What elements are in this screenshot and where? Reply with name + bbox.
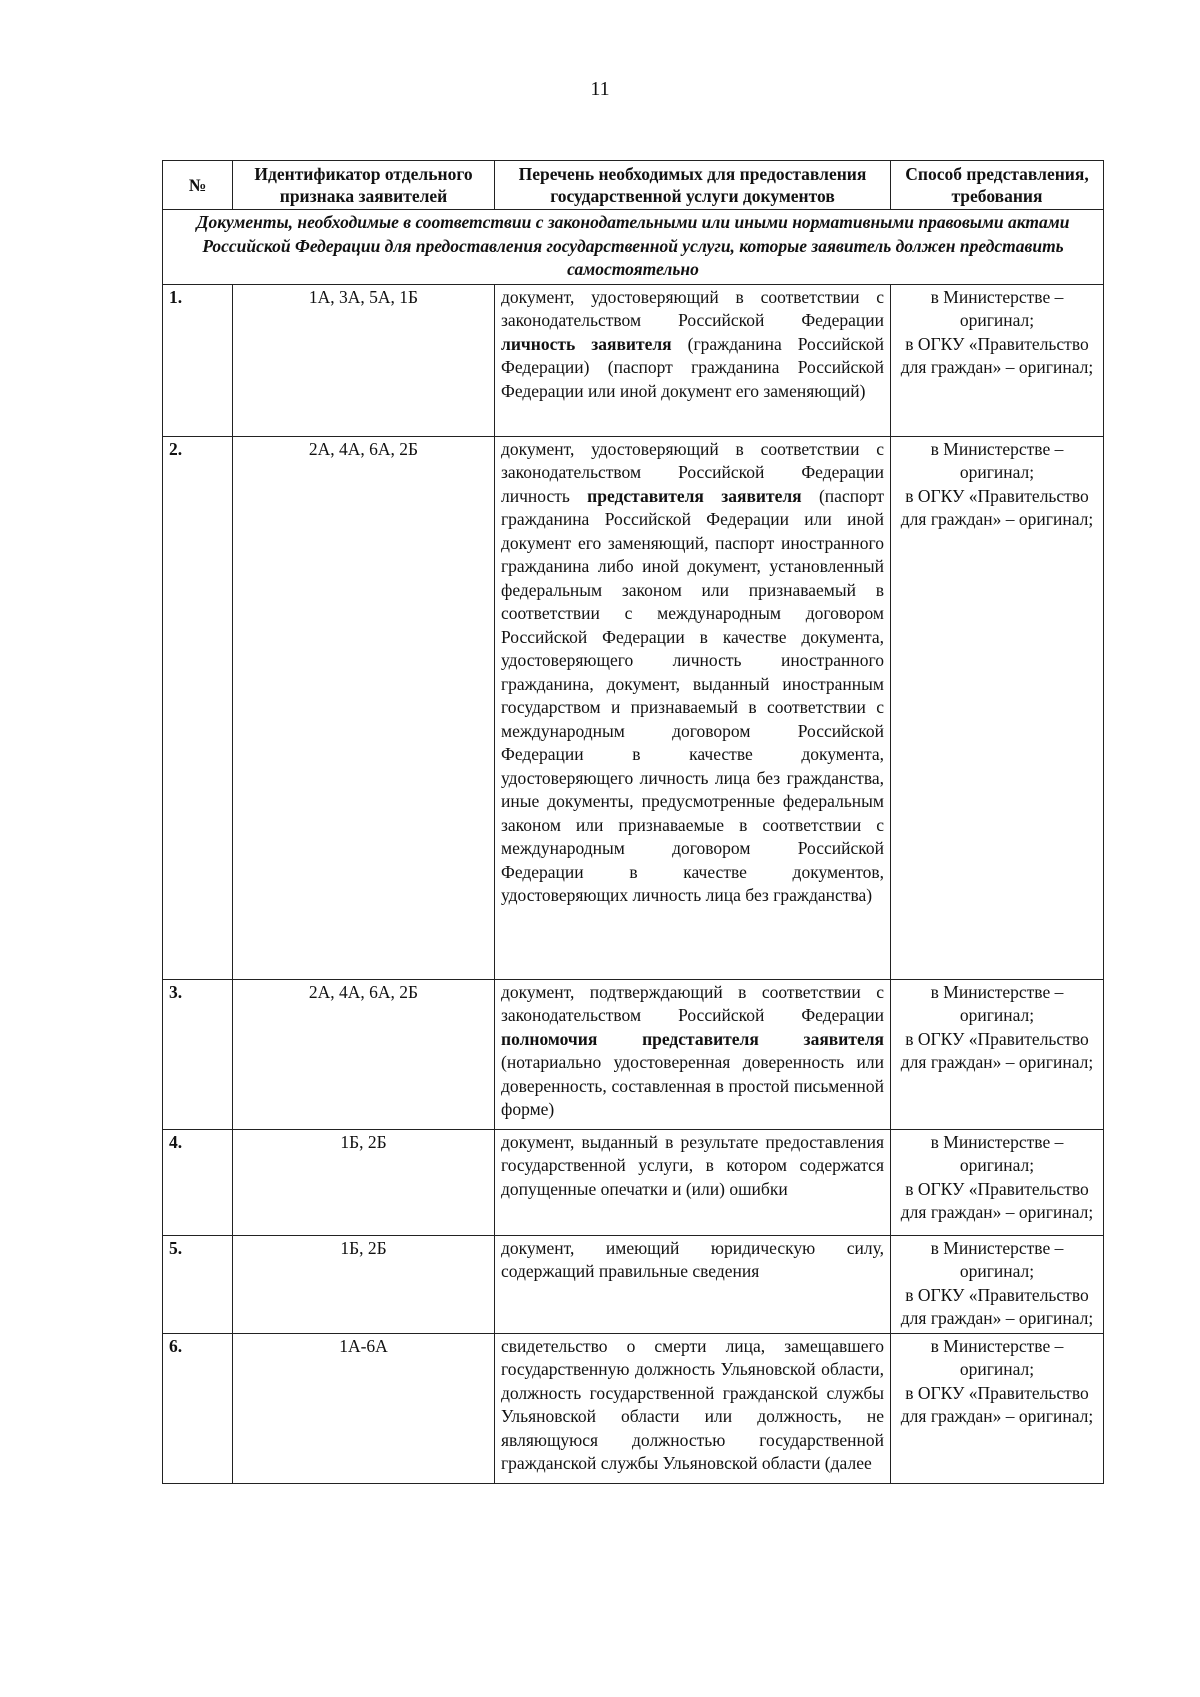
- row-method: [891, 1235, 1104, 1333]
- row-method: [891, 284, 1104, 436]
- document-text: документ, удостоверяющий в соответствии с законодательством Российской Федерации личность: [501, 438, 884, 506]
- row-document: [495, 979, 891, 1129]
- row-document: [495, 284, 891, 436]
- row-number: 4.: [163, 1129, 233, 1235]
- document-text-bold: полномочия представителя заявителя: [501, 1028, 884, 1049]
- method-ministry: в Министерстве – оригинал;: [930, 1131, 1064, 1175]
- row-identifiers: 1Б, 2Б: [233, 1129, 495, 1235]
- header-identifier: Идентификатор отдельного признака заявителей: [233, 161, 495, 210]
- row-number: 6.: [163, 1333, 233, 1483]
- method-ogku: в ОГКУ «Правительство для граждан» – оригинал;: [900, 333, 1094, 377]
- row-document: [495, 1235, 891, 1333]
- method-ogku: в ОГКУ «Правительство для граждан» – оригинал;: [900, 1382, 1094, 1426]
- method-ministry: в Министерстве – оригинал;: [930, 1237, 1064, 1281]
- row-document: [495, 1129, 891, 1235]
- row-number: 2.: [163, 436, 233, 979]
- method-ministry: в Министерстве – оригинал;: [930, 981, 1064, 1025]
- header-num: №: [163, 161, 233, 210]
- document-text: свидетельство о смерти лица, замещавшего государственную должность Ульяновской области, должность государственной гражданской службы Ульяновской области или должность, не являющуюся должностью государственной гражданской службы Ульяновской области (далее: [501, 1335, 884, 1473]
- row-number: 3.: [163, 979, 233, 1129]
- table-row: [163, 979, 1104, 1129]
- header-documents: Перечень необходимых для предоставления государственной услуги документов: [495, 161, 891, 210]
- row-identifiers: 2А, 4А, 6А, 2Б: [233, 979, 495, 1129]
- documents-table: [162, 160, 1104, 1484]
- row-method: [891, 1129, 1104, 1235]
- method-ministry: в Министерстве – оригинал;: [930, 286, 1064, 330]
- method-ogku: в ОГКУ «Правительство для граждан» – оригинал;: [900, 1178, 1094, 1222]
- row-method: [891, 1333, 1104, 1483]
- table-row: [163, 436, 1104, 979]
- table-row: [163, 1235, 1104, 1333]
- table-row: [163, 1333, 1104, 1483]
- row-identifiers: 1А, 3А, 5А, 1Б: [233, 284, 495, 436]
- header-method: Способ представления, требования: [891, 161, 1104, 210]
- document-text-bold: личность заявителя: [501, 333, 672, 354]
- document-text-bold: представителя заявителя: [587, 485, 802, 506]
- document-text: документ, выданный в результате предоставления государственной услуги, в котором содержатся допущенные опечатки и (или) ошибки: [501, 1131, 884, 1199]
- row-method: [891, 436, 1104, 979]
- row-identifiers: 2А, 4А, 6А, 2Б: [233, 436, 495, 979]
- method-ministry: в Министерстве – оригинал;: [930, 438, 1064, 482]
- row-document: [495, 436, 891, 979]
- section-title: Документы, необходимые в соответствии с законодательными или иными нормативными правовыми актами Российской Федерации для предоставления государственной услуги, которые заявитель должен представить самостоятельно: [163, 210, 1104, 285]
- document-text: документ, имеющий юридическую силу, содержащий правильные сведения: [501, 1237, 884, 1281]
- table-row: [163, 1129, 1104, 1235]
- method-ministry: в Министерстве – оригинал;: [930, 1335, 1064, 1379]
- row-number: 5.: [163, 1235, 233, 1333]
- method-ogku: в ОГКУ «Правительство для граждан» – оригинал;: [900, 1028, 1094, 1072]
- page-number: 11: [590, 78, 610, 100]
- document-text-tail: (паспорт гражданина Российской Федерации или иной документ его заменяющий, паспорт иностранного гражданина либо иной документ, установленный федеральным законом или признаваемый в соответствии с международным договором Российской Федерации в качестве документа, удостоверяющего личность иностранного гражданина, документ, выданный иностранным государством и признаваемый в соответствии с международным договором Российской Федерации в качестве документа, удостоверяющего личность лица без гражданства, иные документы, предусмотренные федеральным законом или признаваемые в соответствии с международным договором Российской Федерации в качестве документов, удостоверяющих личность лица без гражданства): [501, 485, 884, 905]
- section-row: [163, 210, 1104, 285]
- row-document: [495, 1333, 891, 1483]
- table-header-row: [163, 161, 1104, 210]
- document-text-tail: (нотариально удостоверенная доверенность или доверенность, составленная в простой письменной форме): [501, 1052, 884, 1119]
- table-row: [163, 284, 1104, 436]
- row-number: 1.: [163, 284, 233, 436]
- row-method: [891, 979, 1104, 1129]
- row-identifiers: 1Б, 2Б: [233, 1235, 495, 1333]
- document-text-tail: (гражданина Российской Федерации) (паспорт гражданина Российской Федерации или иной документ его заменяющий): [501, 333, 884, 401]
- document-text: документ, удостоверяющий в соответствии с законодательством Российской Федерации: [501, 286, 884, 330]
- method-ogku: в ОГКУ «Правительство для граждан» – оригинал;: [900, 485, 1094, 529]
- document-text: документ, подтверждающий в соответствии с законодательством Российской Федерации: [501, 981, 884, 1025]
- method-ogku: в ОГКУ «Правительство для граждан» – оригинал;: [900, 1284, 1094, 1328]
- row-identifiers: 1А-6А: [233, 1333, 495, 1483]
